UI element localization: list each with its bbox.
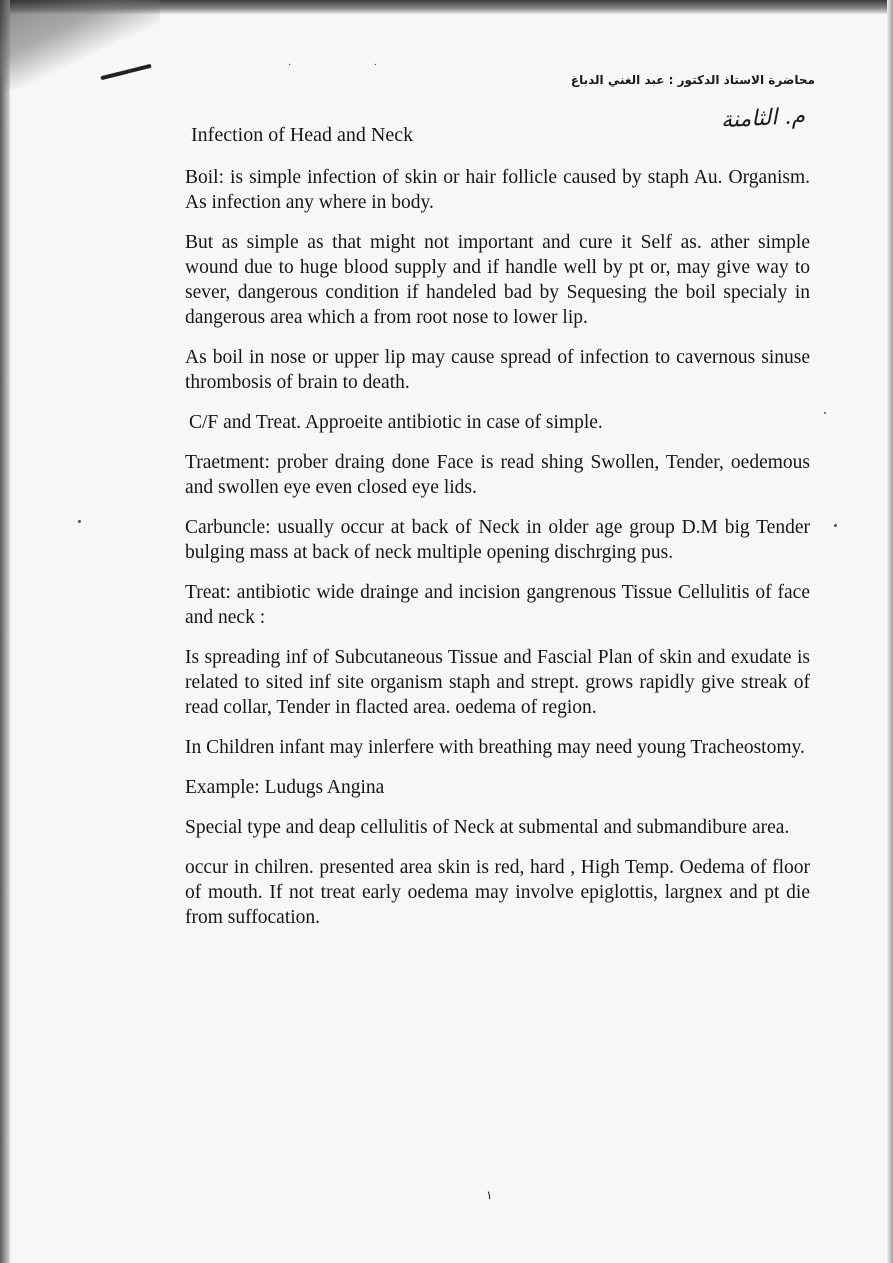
document-body [185,122,810,945]
paragraph-cf-treat: C/F and Treat. Approeite antibiotic in case of simple. [189,412,603,433]
paragraph-treat-cellulitis: Treat: antibiotic wide drainge and incision gangrenous Tissue Cellulitis of face and neck : [185,582,810,628]
paragraph-treatment: Traetment: prober draing done Face is read shing Swollen, Tender, oedemous and swollen eye even closed eye lids. [185,452,810,498]
handwritten-lecture-note: م. الثامنة [720,103,806,134]
page-number: ١ [486,1188,493,1202]
speck [834,524,837,527]
paragraph-cavernous-sinus: As boil in nose or upper lip may cause spread of infection to cavernous sinuse thrombosis of brain to death. [185,347,810,393]
document-title: Infection of Head and Neck [191,124,414,146]
lecturer-header: محاضرة الاستاذ الدكتور : عبد الغني الدباغ [570,73,815,87]
paragraph-spreading-infection: Is spreading inf of Subcutaneous Tissue and Fascial Plan of skin and exudate is related to sited inf site organism staph and strept. grows rapidly give streak of read collar, Tender in flacted area. oedema of region. [185,647,810,718]
scan-edge-right [887,0,893,1263]
folded-corner-shadow [0,0,160,90]
paragraph-carbuncle: Carbuncle: usually occur at back of Neck in older age group D.M big Tender bulging mass at back of neck multiple opening dischrging pus. [185,517,810,563]
scan-specks: · · [288,60,418,71]
speck [824,412,826,414]
paragraph-simple-wound: But as simple as that might not important and cure it Self as. ather simple wound due to huge blood supply and if handle well by pt or, may give way to sever, dangerous condition if handeled bad by Sequesing the boil specialy in dangerous area which a from root nose to lower lip. [185,232,810,328]
paragraph-boil: Boil: is simple infection of skin or hair follicle caused by staph Au. Organism. As infection any where in body. [185,167,810,213]
paragraph-children: In Children infant may inlerfere with breathing may need young Tracheostomy. [185,737,805,758]
scan-edge-left [0,0,10,1263]
paragraph-special-type: Special type and deap cellulitis of Neck at submental and submandibure area. [185,817,790,838]
paragraph-occur-children: occur in chilren. presented area skin is red, hard , High Temp. Oedema of floor of mouth. If not treat early oedema may involve epiglottis, largnex and pt die from suffocation. [185,857,810,928]
paragraph-example: Example: Ludugs Angina [185,777,385,798]
speck [78,520,81,523]
